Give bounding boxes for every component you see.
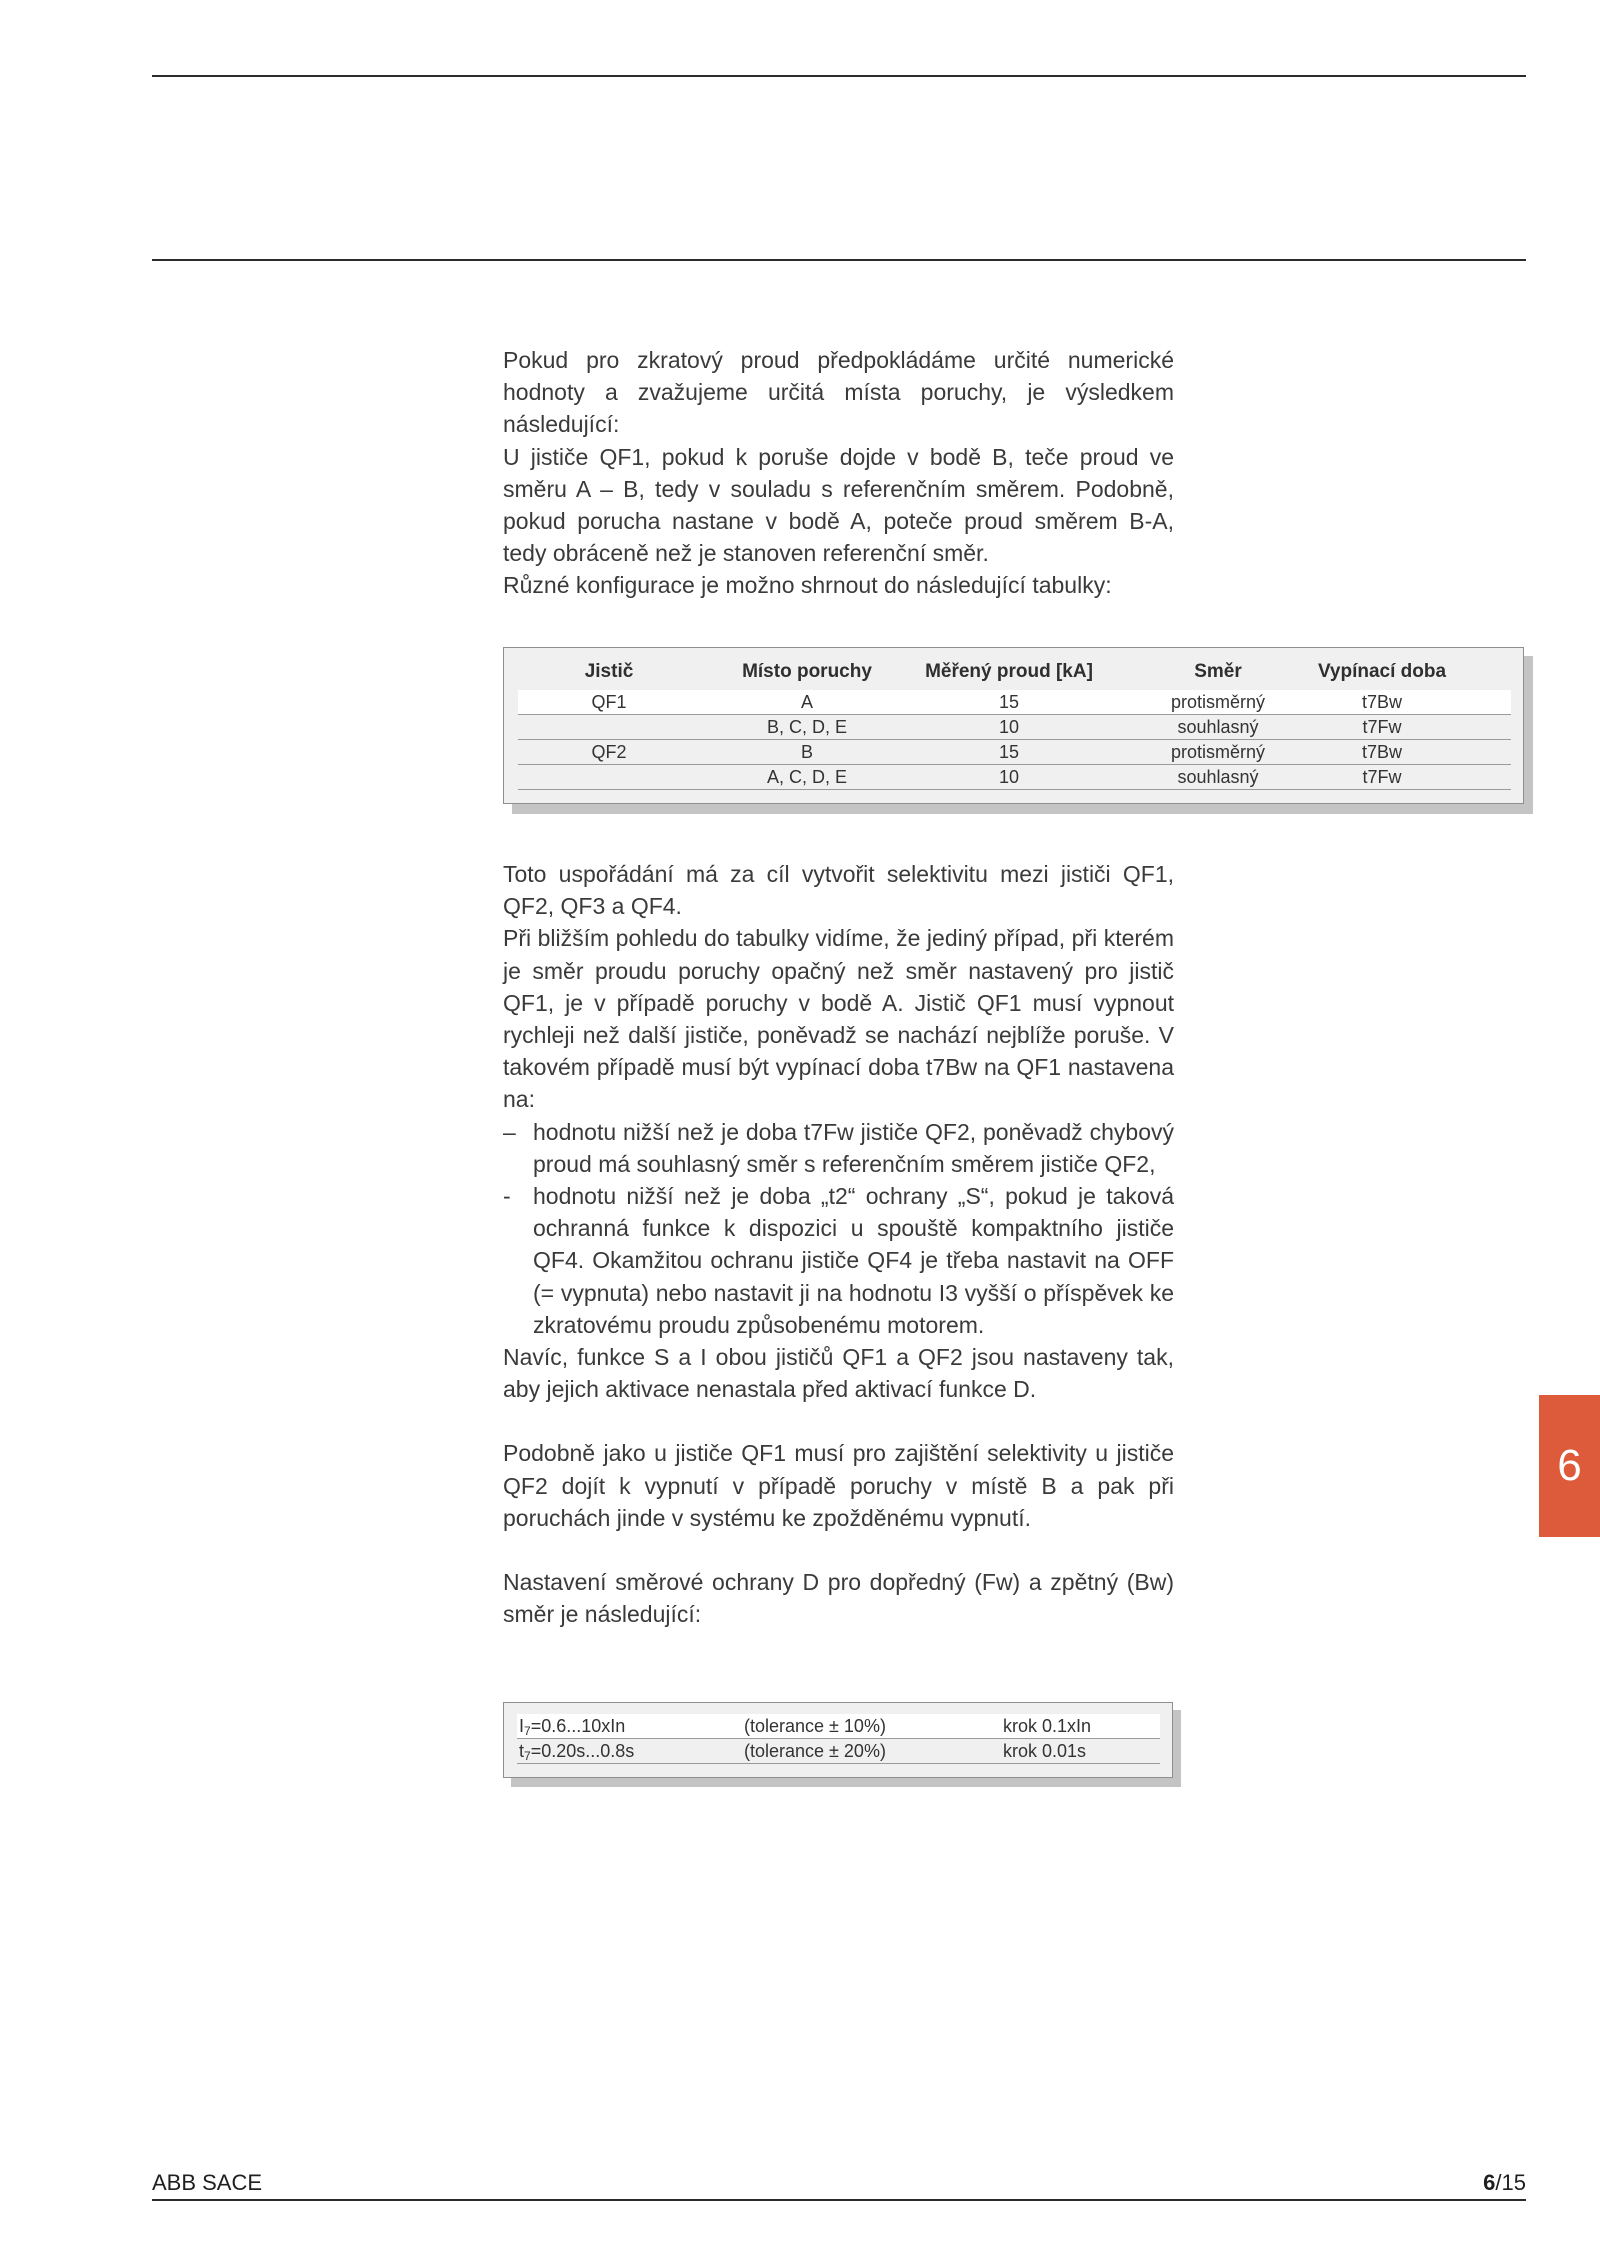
cell-location: A, C, D, E xyxy=(766,767,848,787)
cell-direction: protisměrný xyxy=(1170,742,1266,762)
intro-paragraph-1: Pokud pro zkratový proud předpokládáme určité numerické hodnoty a zvažujeme určitá místa poruchy, je výsledkem následující: xyxy=(503,347,1174,438)
cell-trip-time: t7Fw xyxy=(1362,767,1402,787)
cell-parameter: $I_7=0.6...10xIn$ xyxy=(519,1716,626,1738)
paragraph-s-i-functions: Navíc, funkce S a I obou jističů QF1 a QF2 jsou nastaveny tak, aby jejich aktivace nenastala před aktivací funkce D. xyxy=(503,1344,1174,1403)
cell-trip-time: t7Fw xyxy=(1362,717,1402,737)
breaker-config-table xyxy=(503,647,1533,817)
paragraph-selectivity: Toto uspořádání má za cíl vytvořit selektivitu mezi jističi QF1, QF2, QF3 a QF4. xyxy=(503,861,1174,920)
footer-rule xyxy=(152,2199,1526,2201)
page-number: 6/15 xyxy=(1483,2170,1526,2195)
list-dash: – xyxy=(503,1118,516,1145)
cell-current: 15 xyxy=(998,692,1020,712)
cell-location: A xyxy=(800,692,814,712)
list-item xyxy=(503,1180,1174,1341)
table-row xyxy=(517,1714,1160,1739)
header-rule-bottom xyxy=(152,259,1526,261)
header-rule-top xyxy=(152,75,1526,77)
cell-step: krok 0.1xIn xyxy=(1003,1716,1092,1736)
table-row xyxy=(518,715,1511,740)
table-box xyxy=(503,647,1524,804)
table-row xyxy=(518,690,1511,715)
cell-direction: protisměrný xyxy=(1170,692,1266,712)
table-row xyxy=(518,740,1511,765)
cell-tolerance: (tolerance ± 20%) xyxy=(744,1741,886,1761)
paragraph-qf2: Podobně jako u jističe QF1 musí pro zajištění selektivity u jističe QF2 dojít k vypnutí v případě poruchy v místě B a pak při poruchách jinde v systému ke zpožděnému vypnutí. xyxy=(503,1440,1174,1531)
cell-tolerance: (tolerance ± 10%) xyxy=(744,1716,886,1736)
paragraph-analysis: Při bližším pohledu do tabulky vidíme, že jediný případ, při kterém je směr proudu poruchy opačný než směr nastavený pro jistič QF1, je v případě poruchy v bodě A. Jistič QF1 musí vypnout rychleji než další jističe, poněvadž se nachází nejblíže poruše. V takovém případě musí být vypínací doba t7Bw na QF1 nastavena na: xyxy=(503,925,1174,1113)
table-row xyxy=(518,765,1511,790)
cell-location: B, C, D, E xyxy=(766,717,848,737)
body-text xyxy=(503,858,1174,1630)
cell-breaker: QF1 xyxy=(591,692,627,712)
cell-parameter: $t_7=0.20s...0.8s$ xyxy=(519,1741,635,1763)
col-header-direction: Směr xyxy=(1194,661,1242,682)
cell-current: 10 xyxy=(998,717,1020,737)
table-row xyxy=(517,1739,1160,1764)
cell-trip-time: t7Bw xyxy=(1361,692,1403,712)
paragraph-settings: Nastavení směrové ochrany D pro dopředný (Fw) a zpětný (Bw) směr je následující: xyxy=(503,1569,1174,1628)
cell-current: 15 xyxy=(998,742,1020,762)
list-item-text: hodnotu nižší než je doba t7Fw jističe QF2, poněvadž chybový proud má souhlasný směr s referenčním směrem jističe QF2, xyxy=(533,1118,1174,1177)
col-header-fault-location: Místo poruchy xyxy=(742,661,872,682)
footer-company: ABB SACE xyxy=(152,2170,263,2195)
intro-text xyxy=(503,344,1174,602)
list-item-text: hodnotu nižší než je doba „t2“ ochrany „S“, pokud je taková ochranná funkce k dispozici u spouště kompaktního jističe QF4. Okamžitou ochranu jističe QF4 je třeba nastavit na OFF (= vypnuta) nebo nastavit ji na hodnotu I3 vyšší o příspěvek ke zkratovému proudu způsobenému motorem. xyxy=(533,1183,1174,1338)
cell-location: B xyxy=(800,742,814,762)
list-item xyxy=(503,1116,1174,1180)
col-header-measured-current: Měřený proud [kA] xyxy=(925,661,1093,682)
list-dash: - xyxy=(503,1183,511,1210)
table-box xyxy=(503,1702,1173,1778)
cell-current: 10 xyxy=(998,767,1020,787)
col-header-breaker: Jistič xyxy=(584,661,634,682)
intro-paragraph-2: U jističe QF1, pokud k poruše dojde v bodě B, teče proud ve směru A – B, tedy v souladu s referenčním směrem. Podobně, pokud porucha nastane v bodě A, poteče proud směrem B-A, tedy obráceně než je stanoven referenční směr. xyxy=(503,443,1174,567)
intro-paragraph-3: Různé konfigurace je možno shrnout do následující tabulky: xyxy=(503,572,1112,599)
cell-trip-time: t7Bw xyxy=(1361,742,1403,762)
col-header-trip-time: Vypínací doba xyxy=(1317,661,1447,682)
settings-table xyxy=(503,1702,1181,1788)
cell-direction: souhlasný xyxy=(1177,717,1259,737)
cell-breaker: QF2 xyxy=(591,742,627,762)
cell-direction: souhlasný xyxy=(1177,767,1259,787)
cell-step: krok 0.01s xyxy=(1003,1741,1087,1761)
chapter-tab: 6 xyxy=(1539,1395,1600,1537)
